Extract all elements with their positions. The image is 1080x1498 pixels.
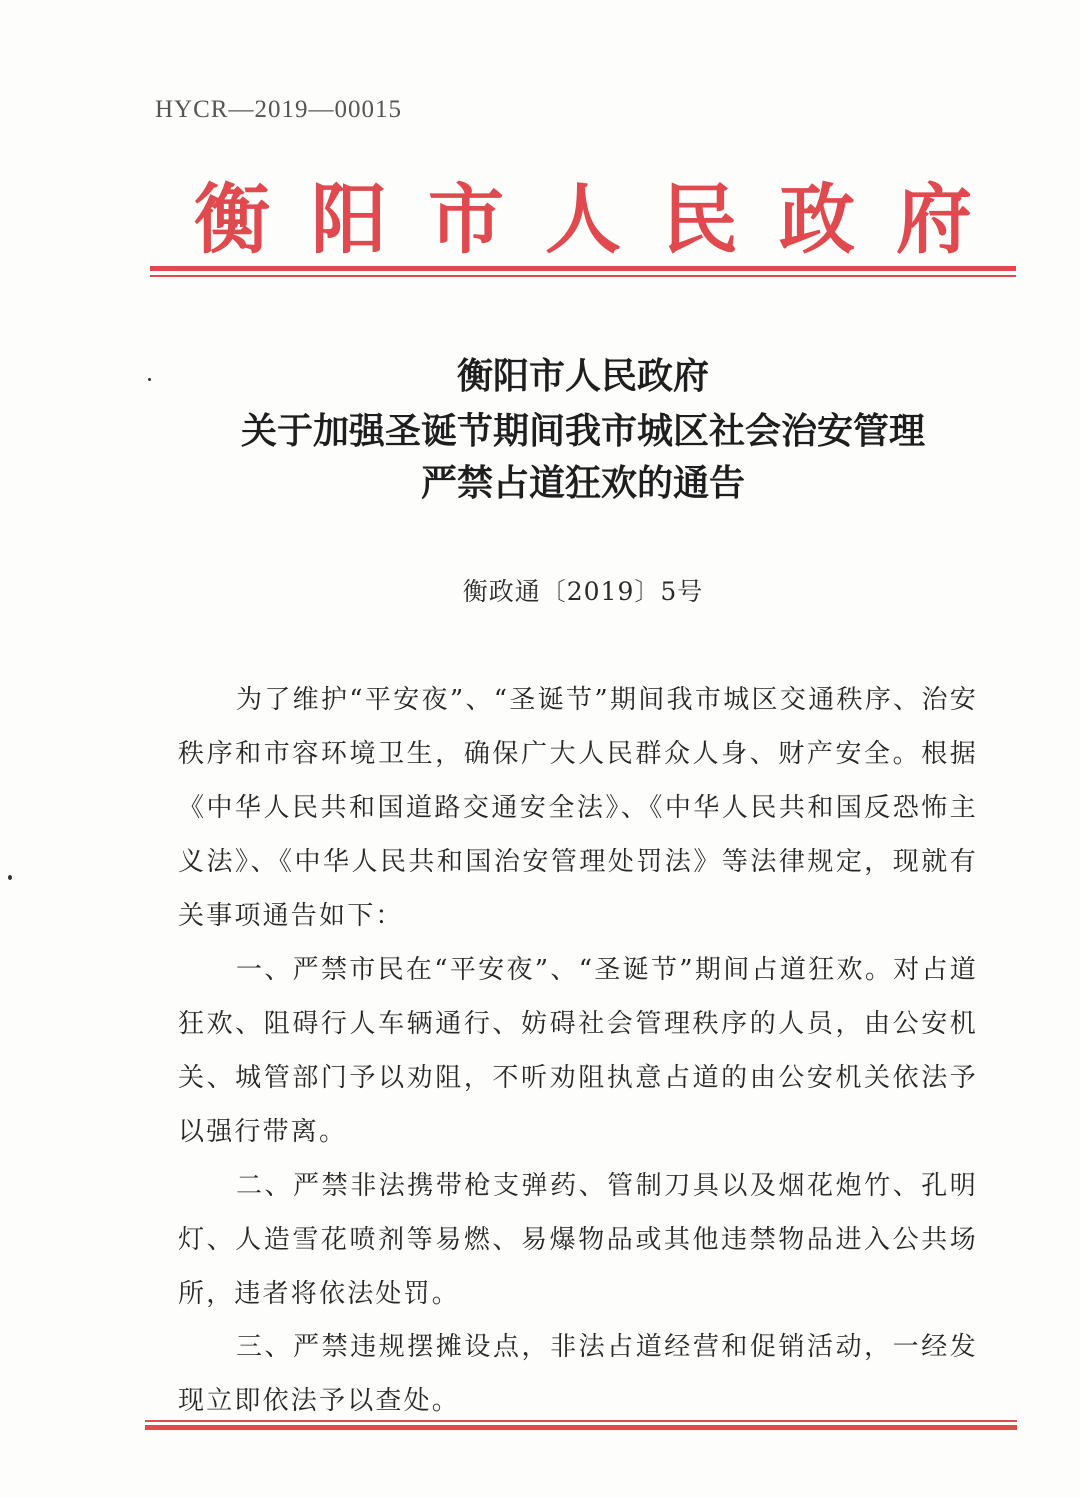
paragraph-text: 为了维护“平安夜”、“圣诞节”期间我市城区交通秩序、治安秩序和市容环境卫生，确保广大人民群众人身、财产安全。根据《中华人民共和国道路交通安全法》、《中华人民共和国反恐怖主义法》、《中华人民共和国治安管理处罚法》等法律规定，现就有关事项通告如下： <box>178 685 978 931</box>
paragraph-text: 一、严禁市民在“平安夜”、“圣诞节”期间占道狂欢。对占道狂欢、阻碍行人车辆通行、妨碍社会管理秩序的人员，由公安机关、城管部门予以劝阻，不听劝阻执意占道的由公安机关依法予以强行带离。 <box>178 955 978 1147</box>
notice-title-line-1: 衡阳市人民政府 <box>456 355 709 397</box>
footer-red-rule-thick <box>145 1425 1017 1430</box>
footer-red-rule-thin <box>145 1420 1017 1422</box>
notice-title-line-3: 严禁占道狂欢的通告 <box>420 462 745 504</box>
document-code: HYCR—2019—00015 <box>155 96 402 123</box>
body-paragraph-item-2 <box>178 1159 978 1321</box>
body-paragraph-item-1 <box>178 943 978 1159</box>
document-number: 衡政通〔2019〕5号 <box>462 577 704 606</box>
body-paragraph-intro <box>178 673 978 943</box>
issuer-name: 衡阳市人民政府 <box>194 175 1013 264</box>
notice-title-line-2: 关于加强圣诞节期间我市城区社会治安管理 <box>240 410 925 452</box>
body-paragraph-item-3 <box>178 1320 978 1428</box>
header-red-rule-thin <box>150 275 1016 277</box>
scan-speck <box>148 378 151 381</box>
paragraph-text: 三、严禁违规摆摊设点，非法占道经营和促销活动，一经发现立即依法予以查处。 <box>178 1332 978 1416</box>
scan-speck <box>8 875 12 880</box>
header-red-rule-thick <box>150 266 1016 271</box>
paragraph-text: 二、严禁非法携带枪支弹药、管制刀具以及烟花炮竹、孔明灯、人造雪花喷剂等易燃、易爆物品或其他违禁物品进入公共场所，违者将依法处罚。 <box>178 1171 978 1309</box>
